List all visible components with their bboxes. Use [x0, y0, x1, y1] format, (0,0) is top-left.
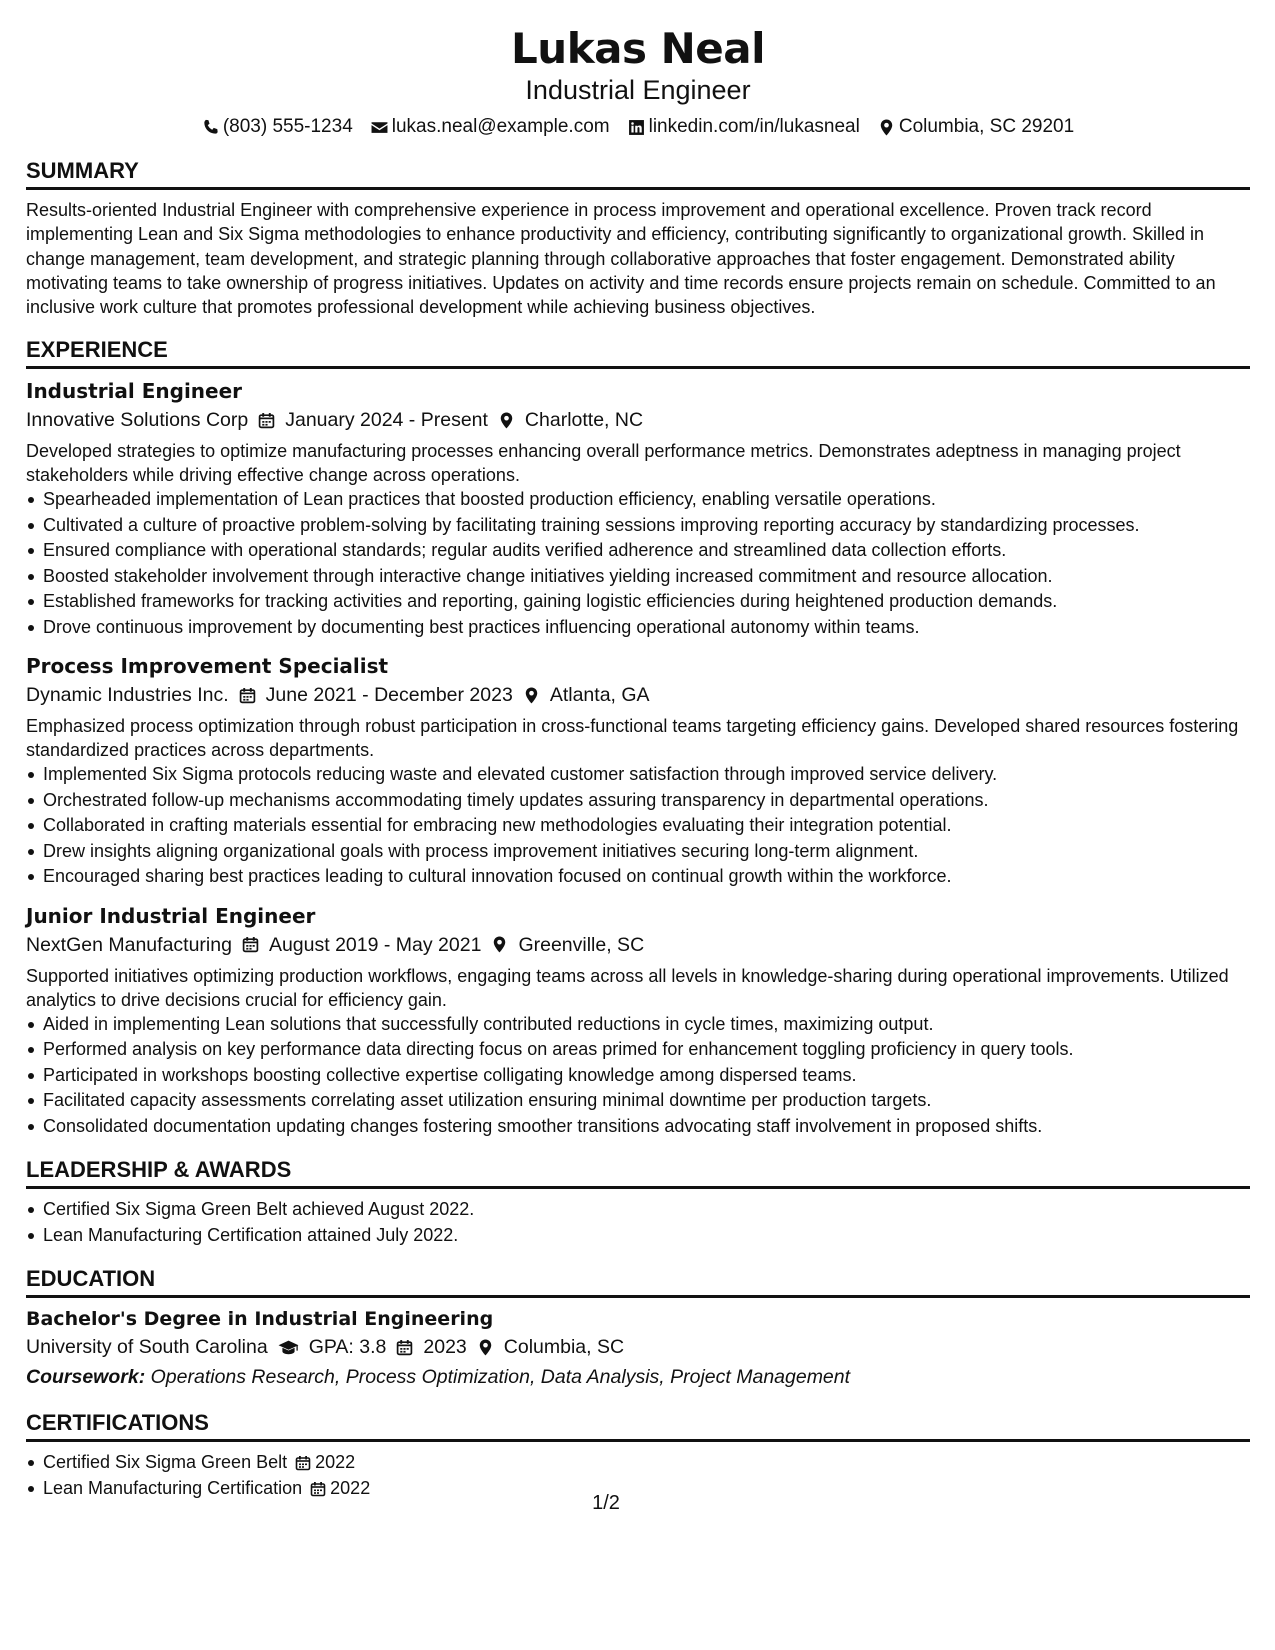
resume-page: [26, 24, 1250, 1501]
list-item: Facilitated capacity assessments correlating asset utilization ensuring minimal downtime per production targets.: [26, 1088, 1250, 1114]
certifications-section: [26, 1409, 1250, 1501]
job-dates: January 2024 - Present: [285, 409, 488, 432]
calendar-icon: [239, 687, 256, 704]
coursework-label: Coursework:: [26, 1366, 146, 1389]
school-location: Columbia, SC: [503, 1336, 625, 1359]
calendar-icon: [258, 412, 275, 429]
job-description: Developed strategies to optimize manufacturing processes enhancing overall performance metrics. Demonstrates adeptness in managing project stakeholders while driving effective change across operations.: [26, 441, 1181, 486]
page-number: 1/2: [592, 1492, 620, 1514]
calendar-icon: [242, 936, 259, 953]
job-entry: [26, 377, 1250, 640]
job-bullets: [26, 762, 1250, 890]
contact-phone[interactable]: [202, 114, 353, 140]
school-name: University of South Carolina: [26, 1336, 268, 1359]
coursework: [26, 1362, 1250, 1392]
list-item: Certified Six Sigma Green Belt achieved August 2022.: [26, 1197, 1250, 1223]
leadership-section: [26, 1156, 1250, 1248]
section-divider: [26, 1439, 1250, 1442]
map-pin-icon: [878, 119, 895, 136]
list-item: Established frameworks for tracking activities and reporting, gaining logistic efficiencies during heightened production demands.: [26, 589, 1250, 615]
contact-location: [878, 114, 1074, 140]
graduation-cap-icon: [278, 1339, 299, 1356]
list-item: Ensured compliance with operational standards; regular audits verified adherence and streamlined data collection efforts.: [26, 538, 1250, 564]
section-divider: [26, 1295, 1250, 1298]
company-name: NextGen Manufacturing: [26, 933, 232, 956]
map-pin-icon: [498, 412, 515, 429]
cert-year: 2022: [330, 1477, 371, 1498]
cert-name: Lean Manufacturing Certification: [43, 1477, 303, 1498]
section-heading: CERTIFICATIONS: [26, 1410, 209, 1436]
section-divider: [26, 1186, 1250, 1189]
summary-section: [26, 157, 1250, 319]
map-pin-icon: [523, 687, 540, 704]
job-title: Junior Industrial Engineer: [26, 903, 316, 928]
education-meta: [26, 1332, 1250, 1362]
calendar-icon: [295, 1455, 311, 1471]
job-meta: [26, 405, 1250, 435]
list-item: Lean Manufacturing Certification attained July 2022.: [26, 1223, 1250, 1249]
phone-number: (803) 555-1234: [222, 116, 353, 137]
list-item: Participated in workshops boosting collective expertise colligating knowledge among dispersed teams.: [26, 1063, 1250, 1089]
candidate-title: Industrial Engineer: [525, 75, 751, 105]
list-item: Performed analysis on key performance data directing focus on areas primed for enhancement toggling proficiency in query tools.: [26, 1037, 1250, 1063]
section-heading: SUMMARY: [26, 158, 139, 183]
section-divider: [26, 187, 1250, 190]
list-item: Encouraged sharing best practices leading to cultural innovation focused on continual growth within the workforce.: [26, 864, 1250, 890]
phone-icon: [202, 119, 219, 136]
list-item: Orchestrated follow-up mechanisms accommodating timely updates assuring transparency in departmental operations.: [26, 788, 1250, 814]
job-title: Industrial Engineer: [26, 379, 243, 404]
list-item: Collaborated in crafting materials essential for embracing new methodologies evaluating their integration potential.: [26, 813, 1250, 839]
job-meta: [26, 930, 1250, 960]
summary-text: Results-oriented Industrial Engineer with comprehensive experience in process improvement and operational excellence. Proven track record implementing Lean and Six Sigma methodologies to enhance productivity and efficiency, contributing significantly to organizational growth. Skilled in change management, team development, and strategic planning through collaborative approaches that foster engagement. Demonstrated ability motivating teams to take ownership of progress initiatives. Updates on activity and time records ensure projects remain on schedule. Committed to an inclusive work culture that promotes professional development while achieving business objectives.: [26, 200, 1216, 318]
job-entry: [26, 652, 1250, 890]
experience-section: [26, 336, 1250, 1139]
job-dates: August 2019 - May 2021: [268, 933, 482, 956]
resume-header: [26, 24, 1250, 140]
job-description: Emphasized process optimization through robust participation in cross-functional teams targeting efficiency gains. Developed shared resources fostering standardized practices across departments.: [26, 716, 1239, 761]
list-item: Cultivated a culture of proactive problem-solving by facilitating training sessions improving reporting accuracy by standardizing processes.: [26, 513, 1250, 539]
coursework-list: Operations Research, Process Optimization, Data Analysis, Project Management: [150, 1366, 851, 1389]
job-location: Atlanta, GA: [549, 684, 650, 707]
list-item: Aided in implementing Lean solutions that successfully contributed reductions in cycle times, maximizing output.: [26, 1012, 1250, 1038]
map-pin-icon: [477, 1339, 494, 1356]
location-text: Columbia, SC 29201: [898, 116, 1075, 137]
list-item: Consolidated documentation updating changes fostering smoother transitions advocating staff involvement in proposed shifts.: [26, 1114, 1250, 1140]
contact-bar: [26, 114, 1250, 140]
awards-list: [26, 1197, 1250, 1248]
cert-name: Certified Six Sigma Green Belt: [43, 1452, 288, 1473]
email-address: lukas.neal@example.com: [391, 116, 610, 137]
linkedin-url: linkedin.com/in/lukasneal: [648, 116, 860, 137]
section-heading: LEADERSHIP & AWARDS: [26, 1157, 292, 1183]
education-section: [26, 1265, 1250, 1392]
job-description: Supported initiatives optimizing production workflows, engaging teams across all levels in knowledge-sharing during operational improvements. Utilized analytics to drive decisions crucial for efficiency gain.: [26, 965, 1229, 1010]
degree-title: Bachelor's Degree in Industrial Engineering: [26, 1308, 494, 1331]
list-item: Implemented Six Sigma protocols reducing waste and elevated customer satisfaction through improved service delivery.: [26, 762, 1250, 788]
job-title: Process Improvement Specialist: [26, 654, 389, 679]
envelope-icon: [371, 119, 388, 136]
company-name: Dynamic Industries Inc.: [26, 684, 229, 707]
job-meta: [26, 680, 1250, 710]
job-bullets: [26, 487, 1250, 640]
job-bullets: [26, 1012, 1250, 1140]
list-item: Drove continuous improvement by documenting best practices influencing operational autonomy within teams.: [26, 615, 1250, 641]
job-entry: [26, 902, 1250, 1140]
cert-year: 2022: [315, 1452, 356, 1473]
list-item: Boosted stakeholder involvement through interactive change initiatives yielding increased commitment and resource allocation.: [26, 564, 1250, 590]
contact-linkedin[interactable]: [628, 114, 860, 140]
list-item: Drew insights aligning organizational goals with process improvement initiatives securing long-term alignment.: [26, 839, 1250, 865]
graduation-year: 2023: [423, 1336, 467, 1359]
list-item: [26, 1450, 1250, 1476]
company-name: Innovative Solutions Corp: [26, 409, 249, 432]
section-divider: [26, 366, 1250, 369]
map-pin-icon: [491, 936, 508, 953]
list-item: Spearheaded implementation of Lean practices that boosted production efficiency, enabling versatile operations.: [26, 487, 1250, 513]
contact-email[interactable]: [371, 114, 610, 140]
job-location: Greenville, SC: [518, 933, 645, 956]
gpa: GPA: 3.8: [308, 1336, 387, 1359]
candidate-name: Lukas Neal: [511, 24, 765, 73]
job-dates: June 2021 - December 2023: [265, 684, 513, 707]
job-location: Charlotte, NC: [524, 409, 644, 432]
calendar-icon: [396, 1339, 413, 1356]
section-heading: EDUCATION: [26, 1266, 156, 1292]
section-heading: EXPERIENCE: [26, 337, 168, 363]
linkedin-icon: [628, 119, 645, 136]
